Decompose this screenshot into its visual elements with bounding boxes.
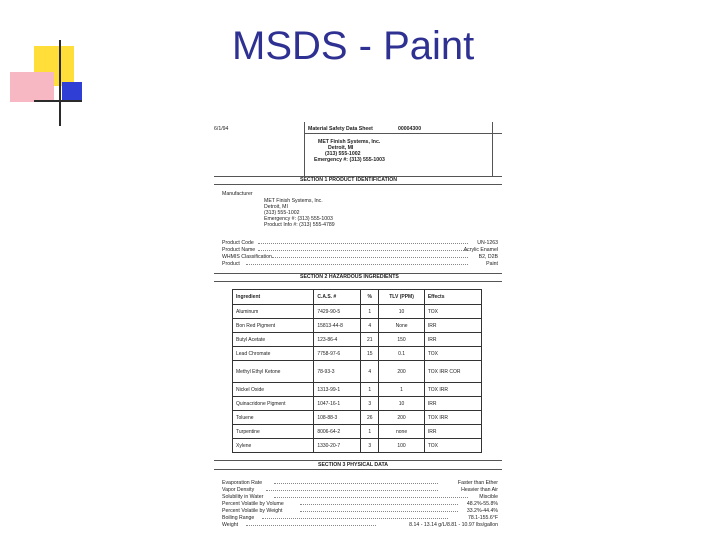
cell-ingredient: Aluminum xyxy=(233,305,314,319)
physical-key: Percent Volatile by Weight xyxy=(222,508,283,514)
cell-ingredient: Lead Chromate xyxy=(233,347,314,361)
physical-value: Miscible xyxy=(479,494,498,500)
product-info-row xyxy=(222,240,498,246)
cell-cas: 1047-16-1 xyxy=(314,397,361,411)
col-percent: % xyxy=(361,290,379,305)
physical-data-row xyxy=(222,480,498,486)
cell-cas: 15813-44-8 xyxy=(314,319,361,333)
decor-pink-square xyxy=(10,72,54,102)
decor-vertical-line xyxy=(59,40,61,126)
physical-key: Evaporation Rate xyxy=(222,480,263,486)
physical-data-row xyxy=(222,501,498,507)
cell-percent: 3 xyxy=(361,439,379,453)
product-info-key: WHMIS Classification xyxy=(222,254,272,260)
cell-effects: TOX IRR xyxy=(424,411,481,425)
doc-sheet-number: 00004300 xyxy=(398,126,422,132)
table-row xyxy=(233,425,482,439)
decor-blue-square xyxy=(62,82,82,100)
table-row xyxy=(233,305,482,319)
cell-ingredient: Quinacridone Pigment xyxy=(233,397,314,411)
cell-cas: 78-93-3 xyxy=(314,361,361,383)
cell-percent: 15 xyxy=(361,347,379,361)
product-info-value: UN-1263 xyxy=(477,240,498,246)
doc-sheet-label: Material Safety Data Sheet xyxy=(308,126,373,132)
cell-ingredient: Methyl Ethyl Ketone xyxy=(233,361,314,383)
table-row xyxy=(233,319,482,333)
table-row xyxy=(233,439,482,453)
mfr-line: MET Finish Systems, Inc. xyxy=(264,198,323,204)
product-info-value: Paint xyxy=(486,261,498,267)
table-row xyxy=(233,383,482,397)
physical-key: Boiling Range xyxy=(222,515,255,521)
cell-effects: IRR xyxy=(424,333,481,347)
cell-ingredient: Xylene xyxy=(233,439,314,453)
table-row xyxy=(233,361,482,383)
doc-phone: (313) 555-1002 xyxy=(325,151,361,157)
cell-effects: IRR xyxy=(424,319,481,333)
mfr-line: (313) 555-1002 xyxy=(264,210,300,216)
cell-percent: 26 xyxy=(361,411,379,425)
cell-effects: TOX xyxy=(424,439,481,453)
cell-effects: TOX xyxy=(424,305,481,319)
cell-cas: 8006-64-2 xyxy=(314,425,361,439)
doc-rule-5 xyxy=(214,460,502,461)
mfr-line: Detroit, MI xyxy=(264,204,288,210)
product-info-key: Product xyxy=(222,261,240,267)
cell-ingredient: Bon Red Pigment xyxy=(233,319,314,333)
col-tlv: TLV (PPM) xyxy=(379,290,425,305)
physical-value: 48.2%-55.8% xyxy=(466,501,498,507)
slide-title: MSDS - Paint xyxy=(232,24,475,68)
physical-data-row xyxy=(222,508,498,514)
cell-tlv: 200 xyxy=(379,361,425,383)
physical-data-row xyxy=(222,487,498,493)
col-effects: Effects xyxy=(424,290,481,305)
cell-ingredient: Butyl Acetate xyxy=(233,333,314,347)
col-ingredient: Ingredient xyxy=(233,290,314,305)
table-row xyxy=(233,347,482,361)
cell-effects: TOX IRR COR xyxy=(424,361,481,383)
cell-tlv: 150 xyxy=(379,333,425,347)
cell-percent: 3 xyxy=(361,397,379,411)
cell-percent: 4 xyxy=(361,361,379,383)
section-3-title: SECTION 3 PHYSICAL DATA xyxy=(318,462,389,468)
doc-rule-2 xyxy=(214,184,502,185)
cell-effects: IRR xyxy=(424,425,481,439)
cell-cas: 7429-90-5 xyxy=(314,305,361,319)
table-header-row xyxy=(233,290,482,305)
table-row xyxy=(233,397,482,411)
cell-effects: IRR xyxy=(424,397,481,411)
product-info-value: B2, D2B xyxy=(478,254,498,260)
physical-value: 8.14 - 13.14 g/L/8.81 - 10.97 lbs/gallon xyxy=(409,522,498,528)
cell-cas: 123-86-4 xyxy=(314,333,361,347)
physical-data-row xyxy=(222,494,498,500)
cell-percent: 1 xyxy=(361,425,379,439)
physical-key: Vapor Density xyxy=(222,487,255,493)
cell-tlv: 10 xyxy=(379,397,425,411)
cell-tlv: None xyxy=(379,319,425,333)
cell-percent: 1 xyxy=(361,383,379,397)
cell-tlv: 1 xyxy=(379,383,425,397)
hazardous-ingredients-table xyxy=(232,289,482,453)
doc-city: Detroit, MI xyxy=(328,145,354,151)
cell-tlv: none xyxy=(379,425,425,439)
physical-value: Heavier than Air xyxy=(461,487,498,493)
cell-ingredient: Nickel Oxide xyxy=(233,383,314,397)
cell-percent: 21 xyxy=(361,333,379,347)
cell-tlv: 0.1 xyxy=(379,347,425,361)
cell-tlv: 200 xyxy=(379,411,425,425)
doc-header-divider xyxy=(304,122,305,134)
product-info-key: Product Name xyxy=(222,247,256,253)
doc-rule-6 xyxy=(214,469,502,470)
mfr-line: Emergency #: (313) 555-1003 xyxy=(264,216,333,222)
cell-percent: 1 xyxy=(361,305,379,319)
cell-tlv: 100 xyxy=(379,439,425,453)
cell-effects: TOX IRR xyxy=(424,383,481,397)
cell-tlv: 10 xyxy=(379,305,425,319)
physical-value: Faster than Ether xyxy=(457,480,498,486)
table-row xyxy=(233,333,482,347)
product-info-value: Acrylic Enamel xyxy=(463,247,498,253)
physical-data-row xyxy=(222,522,498,528)
section-2-title: SECTION 2 HAZARDOUS INGREDIENTS xyxy=(300,274,399,280)
doc-box-right xyxy=(492,122,493,176)
doc-company: MET Finish Systems, Inc. xyxy=(318,139,381,145)
physical-key: Weight xyxy=(222,522,239,528)
product-info-key: Product Code xyxy=(222,240,254,246)
doc-date: 6/1/94 xyxy=(214,126,229,132)
doc-emergency: Emergency #: (313) 555-1003 xyxy=(314,157,385,163)
doc-box-left xyxy=(304,134,305,176)
col-cas: C.A.S. # xyxy=(314,290,361,305)
cell-ingredient: Turpentine xyxy=(233,425,314,439)
product-info-row xyxy=(222,247,498,253)
cell-cas: 108-88-3 xyxy=(314,411,361,425)
cell-cas: 1330-20-7 xyxy=(314,439,361,453)
section-1-title: SECTION 1 PRODUCT IDENTIFICATION xyxy=(300,177,398,183)
msds-document xyxy=(208,118,506,534)
physical-key: Solubility in Water xyxy=(222,494,264,500)
cell-cas: 1313-99-1 xyxy=(314,383,361,397)
decor-horizontal-line xyxy=(34,100,82,102)
manufacturer-label: Manufacturer xyxy=(222,191,253,197)
doc-header-rule xyxy=(304,133,502,134)
physical-data-row xyxy=(222,515,498,521)
cell-cas: 7758-97-6 xyxy=(314,347,361,361)
product-info-row xyxy=(222,254,498,260)
physical-key: Percent Volatile by Volume xyxy=(222,501,284,507)
product-info-row xyxy=(222,261,498,267)
physical-value: 78.1-155.6°F xyxy=(467,515,498,521)
doc-rule-4 xyxy=(214,281,502,282)
cell-percent: 4 xyxy=(361,319,379,333)
table-row xyxy=(233,411,482,425)
cell-ingredient: Toluene xyxy=(233,411,314,425)
cell-effects: TOX xyxy=(424,347,481,361)
mfr-line: Product Info #: (313) 555-4789 xyxy=(264,222,335,228)
physical-value: 33.2%-44.4% xyxy=(466,508,498,514)
